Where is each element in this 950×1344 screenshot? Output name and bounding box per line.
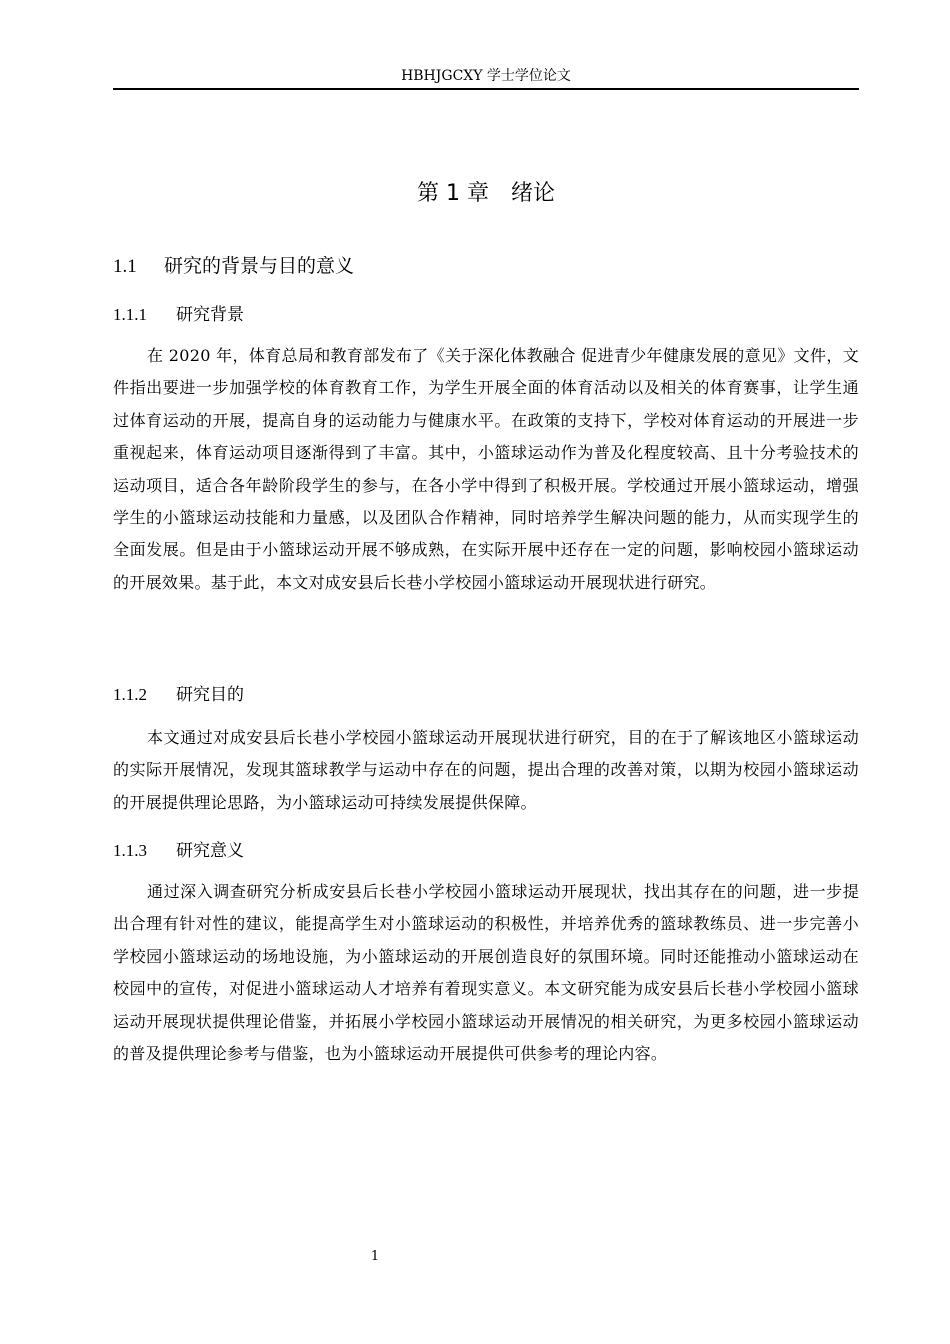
section-heading-1-1-3 [113,838,244,864]
section-number: 1.1.3 [113,841,147,860]
section-heading-1-1-2 [113,682,244,708]
chapter-number: 第 1 章 [417,181,489,206]
header-rule [113,88,859,90]
section-title: 研究意义 [176,841,244,861]
section-heading-1-1-1 [113,302,244,328]
chapter-title [113,177,859,211]
section-number: 1.1 [113,256,137,277]
section-title: 研究背景 [176,305,244,325]
page-header: HBHJGCXY 学士学位论文 [401,68,571,84]
section-number: 1.1.1 [113,305,147,324]
section-title: 研究的背景与目的意义 [164,255,355,277]
section-number: 1.1.2 [113,685,147,704]
section-title: 研究目的 [176,685,244,705]
significance-paragraph: 通过深入调查研究分析成安县后长巷小学校园小篮球运动开展现状，找出其存在的问题，进一步提出合理有针对性的建议，能提高学生对小篮球运动的积极性，并培养优秀的篮球教练员、进一步完善小学校园小篮球运动的场地设施，为小篮球运动的开展创造良好的氛围环境。同时还能推动小篮球运动在校园中的宣传，对促进小篮球运动人才培养有着现实意义。本文研究能为成安县后长巷小学校园小篮球运动开展现状提供理论借鉴，并拓展小学校园小篮球运动开展情况的相关研究，为更多校园小篮球运动的普及提供理论参考与借鉴，也为小篮球运动开展提供可供参考的理论内容。 [113,882,859,1064]
chapter-name: 绪论 [510,181,555,206]
purpose-paragraph: 本文通过对成安县后长巷小学校园小篮球运动开展现状进行研究，目的在于了解该地区小篮球运动的实际开展情况，发现其篮球教学与运动中存在的问题，提出合理的改善对策，以期为校园小篮球运动的开展提供理论思路，为小篮球运动可持续发展提供保障。 [113,728,859,812]
page-number: 1 [370,1249,380,1264]
section-heading-1-1 [113,252,354,281]
background-paragraph: 在 2020 年，体育总局和教育部发布了《关于深化体教融合 促进青少年健康发展的意见》文件，文件指出要进一步加强学校的体育教育工作，为学生开展全面的体育活动以及相关的体育赛事，让学生通过体育运动的开展，提高自身的运动能力与健康水平。在政策的支持下，学校对体育运动的开展进一步重视起来，体育运动项目逐渐得到了丰富。其中，小篮球运动作为普及化程度较高、且十分考验技术的运动项目，适合各年龄阶段学生的参与，在各小学中得到了积极开展。学校通过开展小篮球运动，增强学生的小篮球运动技能和力量感，以及团队合作精神，同时培养学生解决问题的能力，从而实现学生的全面发展。但是由于小篮球运动开展不够成熟，在实际开展中还存在一定的问题，影响校园小篮球运动的开展效果。基于此，本文对成安县后长巷小学校园小篮球运动开展现状进行研究。 [113,346,859,592]
